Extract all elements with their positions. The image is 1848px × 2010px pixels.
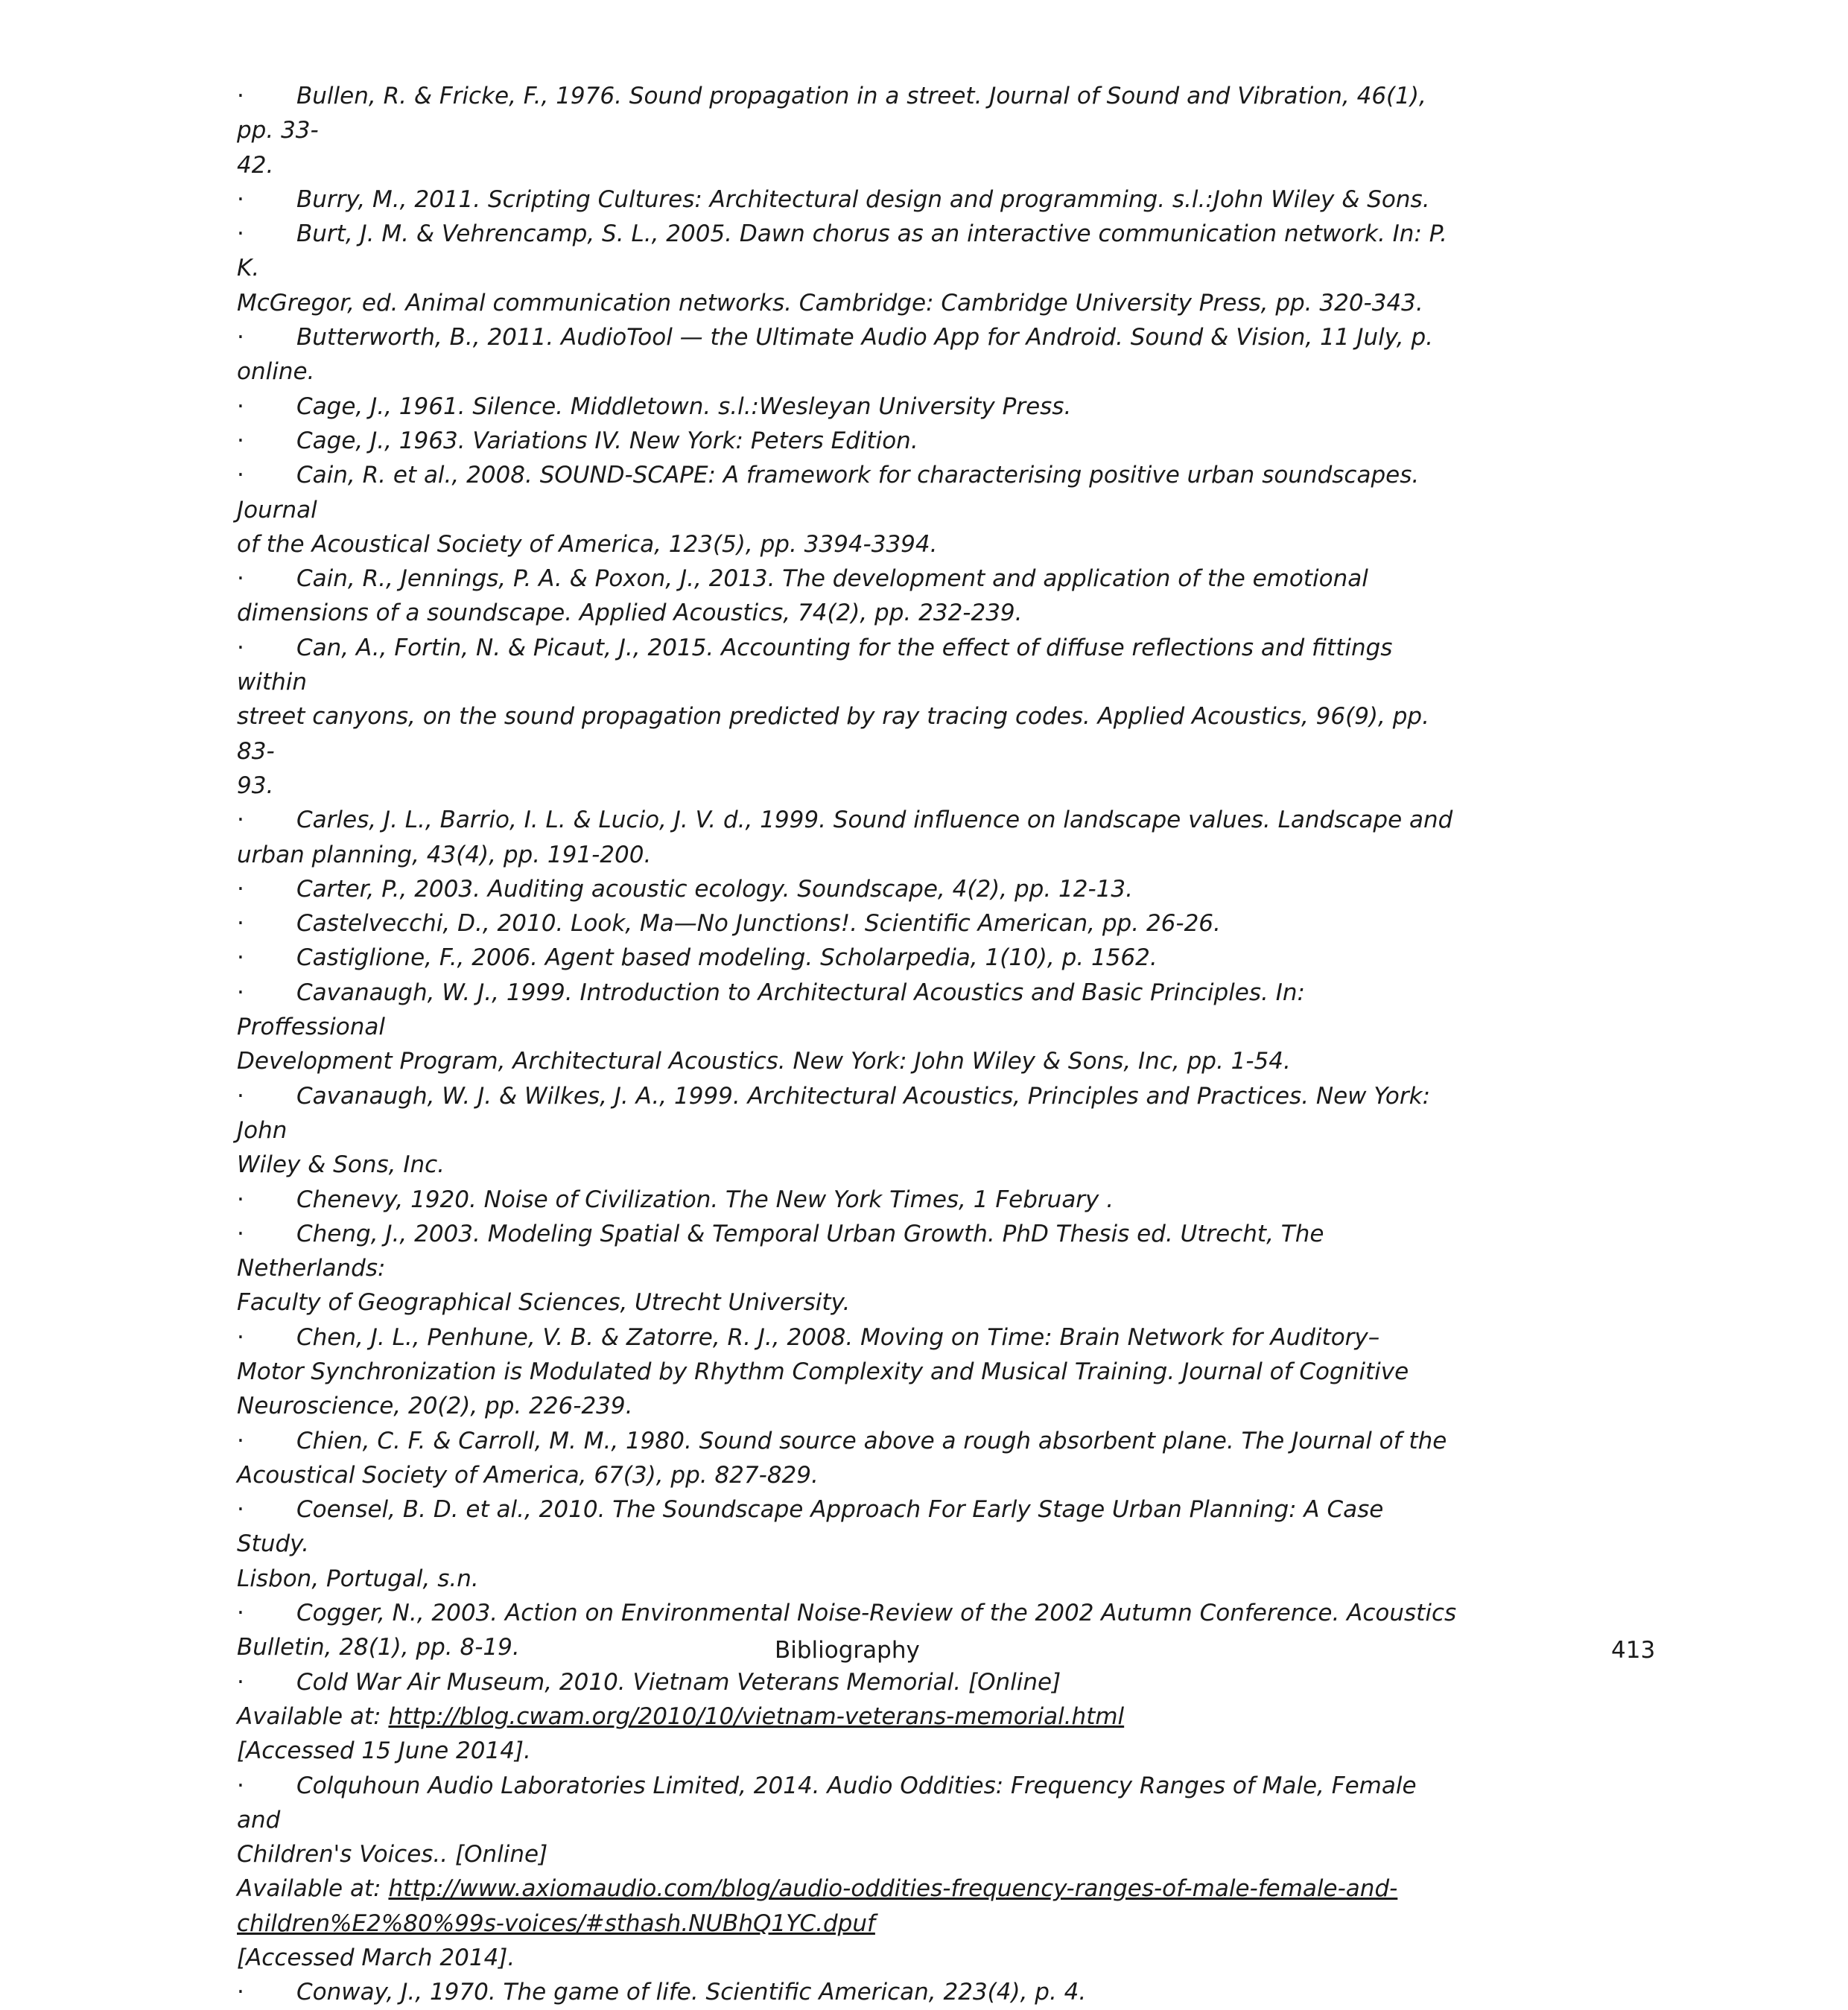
footer-section-label: Bibliography — [775, 1637, 920, 1664]
reference-text-continued: dimensions of a soundscape. Applied Acoustics, 74(2), pp. 232-239. — [237, 599, 1023, 627]
bullet-marker: · — [237, 220, 244, 248]
reference-item — [237, 1183, 1458, 1217]
reference-text-continued: of the Acoustical Society of America, 123(5), pp. 3394-3394. — [237, 530, 938, 558]
bullet-marker: · — [237, 910, 244, 938]
reference-text: Cain, R. et al., 2008. SOUND-SCAPE: A framework for characterising positive urban soundscapes. Journal — [237, 462, 1420, 524]
available-at-line — [237, 1699, 1458, 1734]
reference-item — [237, 976, 1458, 1079]
bullet-marker: · — [237, 1496, 244, 1524]
reference-list — [237, 79, 1458, 2010]
available-at-line — [237, 1871, 1458, 1906]
reference-item — [237, 1320, 1458, 1424]
bullet-marker: · — [237, 875, 244, 903]
reference-item — [237, 941, 1458, 975]
bullet-marker: · — [237, 1186, 244, 1213]
bullet-marker: · — [237, 1600, 244, 1627]
reference-text: Cogger, N., 2003. Action on Environmental Noise-Review of the 2002 Autumn Conference. Acoustics — [296, 1600, 1457, 1627]
reference-text-continued: Development Program, Architectural Acoustics. New York: John Wiley & Sons, Inc, pp. 1-54. — [237, 1048, 1291, 1075]
reference-text-continued: Bulletin, 28(1), pp. 8-19. — [237, 1634, 520, 1661]
reference-text: Cain, R., Jennings, P. A. & Poxon, J., 2013. The development and application of the emotional — [296, 565, 1368, 593]
bullet-marker: · — [237, 185, 244, 213]
reference-text: Chen, J. L., Penhune, V. B. & Zatorre, R. J., 2008. Moving on Time: Brain Network for Auditory– — [296, 1323, 1380, 1351]
reference-item — [237, 1975, 1458, 2009]
reference-text: Colquhoun Audio Laboratories Limited, 2014. Audio Oddities: Frequency Ranges of Male, Female and — [237, 1772, 1417, 1834]
bullet-marker: · — [237, 634, 244, 661]
bullet-marker: · — [237, 1220, 244, 1247]
reference-text-continued: Neuroscience, 20(2), pp. 226-239. — [237, 1393, 633, 1420]
reference-text: Can, A., Fortin, N. & Picaut, J., 2015. Accounting for the effect of diffuse reflections and fittings within — [237, 634, 1393, 696]
bullet-marker: · — [237, 1772, 244, 1799]
reference-text: Burt, J. M. & Vehrencamp, S. L., 2005. Dawn chorus as an interactive communication network. In: P. K. — [237, 220, 1448, 282]
reference-text: Cage, J., 1961. Silence. Middletown. s.l.:Wesleyan University Press. — [296, 392, 1072, 420]
bullet-marker: · — [237, 1668, 244, 1696]
reference-url-link[interactable]: http://blog.cwam.org/2010/10/vietnam-veterans-memorial.html — [388, 1702, 1125, 1730]
reference-text-continued: 93. — [237, 772, 274, 799]
reference-item — [237, 631, 1458, 803]
reference-text: Coensel, B. D. et al., 2010. The Soundscape Approach For Early Stage Urban Planning: A Case Study. — [237, 1496, 1384, 1558]
reference-item — [237, 458, 1458, 562]
bullet-marker: · — [237, 1427, 244, 1454]
reference-url-link-continued[interactable]: children%E2%80%99s-voices/#sthash.NUBhQ1YC.dpuf — [237, 1909, 875, 1937]
reference-item — [237, 1424, 1458, 1493]
bullet-marker: · — [237, 1979, 244, 2006]
reference-text-continued: Wiley & Sons, Inc. — [237, 1151, 445, 1179]
reference-item — [237, 217, 1458, 320]
reference-item — [237, 562, 1458, 631]
accessed-date: [Accessed 15 June 2014]. — [237, 1737, 531, 1765]
reference-text: Castelvecchi, D., 2010. Look, Ma—No Junctions!. Scientific American, pp. 26-26. — [296, 910, 1221, 938]
bullet-marker: · — [237, 1323, 244, 1351]
bullet-marker: · — [237, 324, 244, 352]
bullet-marker: · — [237, 944, 244, 972]
reference-item — [237, 872, 1458, 906]
reference-text: Chenevy, 1920. Noise of Civilization. The New York Times, 1 February . — [296, 1186, 1114, 1213]
reference-text-continued: Motor Synchronization is Modulated by Rhythm Complexity and Musical Training. Journal of Cognitive — [237, 1358, 1409, 1385]
reference-text: Bullen, R. & Fricke, F., 1976. Sound propagation in a street. Journal of Sound and Vibration, 46(1), pp. 33- — [237, 83, 1426, 144]
reference-item — [237, 1079, 1458, 1183]
reference-text: Carter, P., 2003. Auditing acoustic ecology. Soundscape, 4(2), pp. 12-13. — [296, 875, 1133, 903]
bullet-marker: · — [237, 392, 244, 420]
reference-item — [237, 389, 1458, 424]
reference-item — [237, 803, 1458, 872]
reference-item — [237, 79, 1458, 182]
reference-item — [237, 182, 1458, 217]
reference-item — [237, 906, 1458, 941]
reference-text: Butterworth, B., 2011. AudioTool — the Ultimate Audio App for Android. Sound & Vision, 11 July, p. online. — [237, 324, 1433, 386]
accessed-date: [Accessed March 2014]. — [237, 1944, 515, 1972]
reference-text-continued: street canyons, on the sound propagation predicted by ray tracing codes. Applied Acoustics, 96(9), pp. 83- — [237, 703, 1429, 765]
reference-text-continued: Lisbon, Portugal, s.n. — [237, 1565, 479, 1592]
reference-text: Carles, J. L., Barrio, I. L. & Lucio, J. V. d., 1999. Sound influence on landscape values. Landscape and — [296, 807, 1453, 834]
reference-item — [237, 1665, 1458, 1769]
bullet-marker: · — [237, 462, 244, 489]
reference-url-link[interactable]: http://www.axiomaudio.com/blog/audio-oddities-frequency-ranges-of-male-female-and- — [388, 1875, 1398, 1903]
bullet-marker: · — [237, 83, 244, 109]
reference-text-continued: Faculty of Geographical Sciences, Utrecht University. — [237, 1289, 851, 1317]
reference-text: Cheng, J., 2003. Modeling Spatial & Temporal Urban Growth. PhD Thesis ed. Utrecht, The Netherlands: — [237, 1220, 1324, 1282]
reference-text-continued: 42. — [237, 151, 274, 179]
reference-item — [237, 424, 1458, 458]
reference-text-continued: urban planning, 43(4), pp. 191-200. — [237, 841, 652, 868]
reference-text-continued: McGregor, ed. Animal communication networks. Cambridge: Cambridge University Press, pp. 320-343. — [237, 289, 1423, 317]
reference-text: Cavanaugh, W. J., 1999. Introduction to Architectural Acoustics and Basic Principles. In: Proffessional — [237, 979, 1305, 1041]
reference-text: Cavanaugh, W. J. & Wilkes, J. A., 1999. Architectural Acoustics, Principles and Practices. New York: John — [237, 1082, 1431, 1144]
bullet-marker: · — [237, 565, 244, 593]
reference-text: Cage, J., 1963. Variations IV. New York: Peters Edition. — [296, 427, 918, 454]
bullet-marker: · — [237, 1082, 244, 1110]
bullet-marker: · — [237, 979, 244, 1006]
available-at-line-continued — [237, 1906, 1458, 1941]
reference-text: Burry, M., 2011. Scripting Cultures: Architectural design and programming. s.l.:John Wiley & Sons. — [296, 185, 1430, 213]
reference-text-continued: Children's Voices.. [Online] — [237, 1841, 548, 1869]
bullet-marker: · — [237, 427, 244, 454]
reference-text-continued: Acoustical Society of America, 67(3), pp. 827-829. — [237, 1461, 819, 1489]
reference-text: Conway, J., 1970. The game of life. Scientific American, 223(4), p. 4. — [296, 1979, 1087, 2006]
reference-item — [237, 320, 1458, 389]
available-at-label: Available at: — [237, 1875, 389, 1903]
reference-item — [237, 1492, 1458, 1596]
reference-text: Chien, C. F. & Carroll, M. M., 1980. Sound source above a rough absorbent plane. The Journal of the — [296, 1427, 1447, 1454]
reference-item — [237, 1217, 1458, 1320]
bullet-marker: · — [237, 807, 244, 834]
available-at-label: Available at: — [237, 1702, 389, 1730]
reference-text: Castiglione, F., 2006. Agent based modeling. Scholarpedia, 1(10), p. 1562. — [296, 944, 1158, 972]
reference-text: Cold War Air Museum, 2010. Vietnam Veterans Memorial. [Online] — [296, 1668, 1061, 1696]
page-number: 413 — [1611, 1637, 1656, 1664]
reference-item — [237, 1769, 1458, 1976]
